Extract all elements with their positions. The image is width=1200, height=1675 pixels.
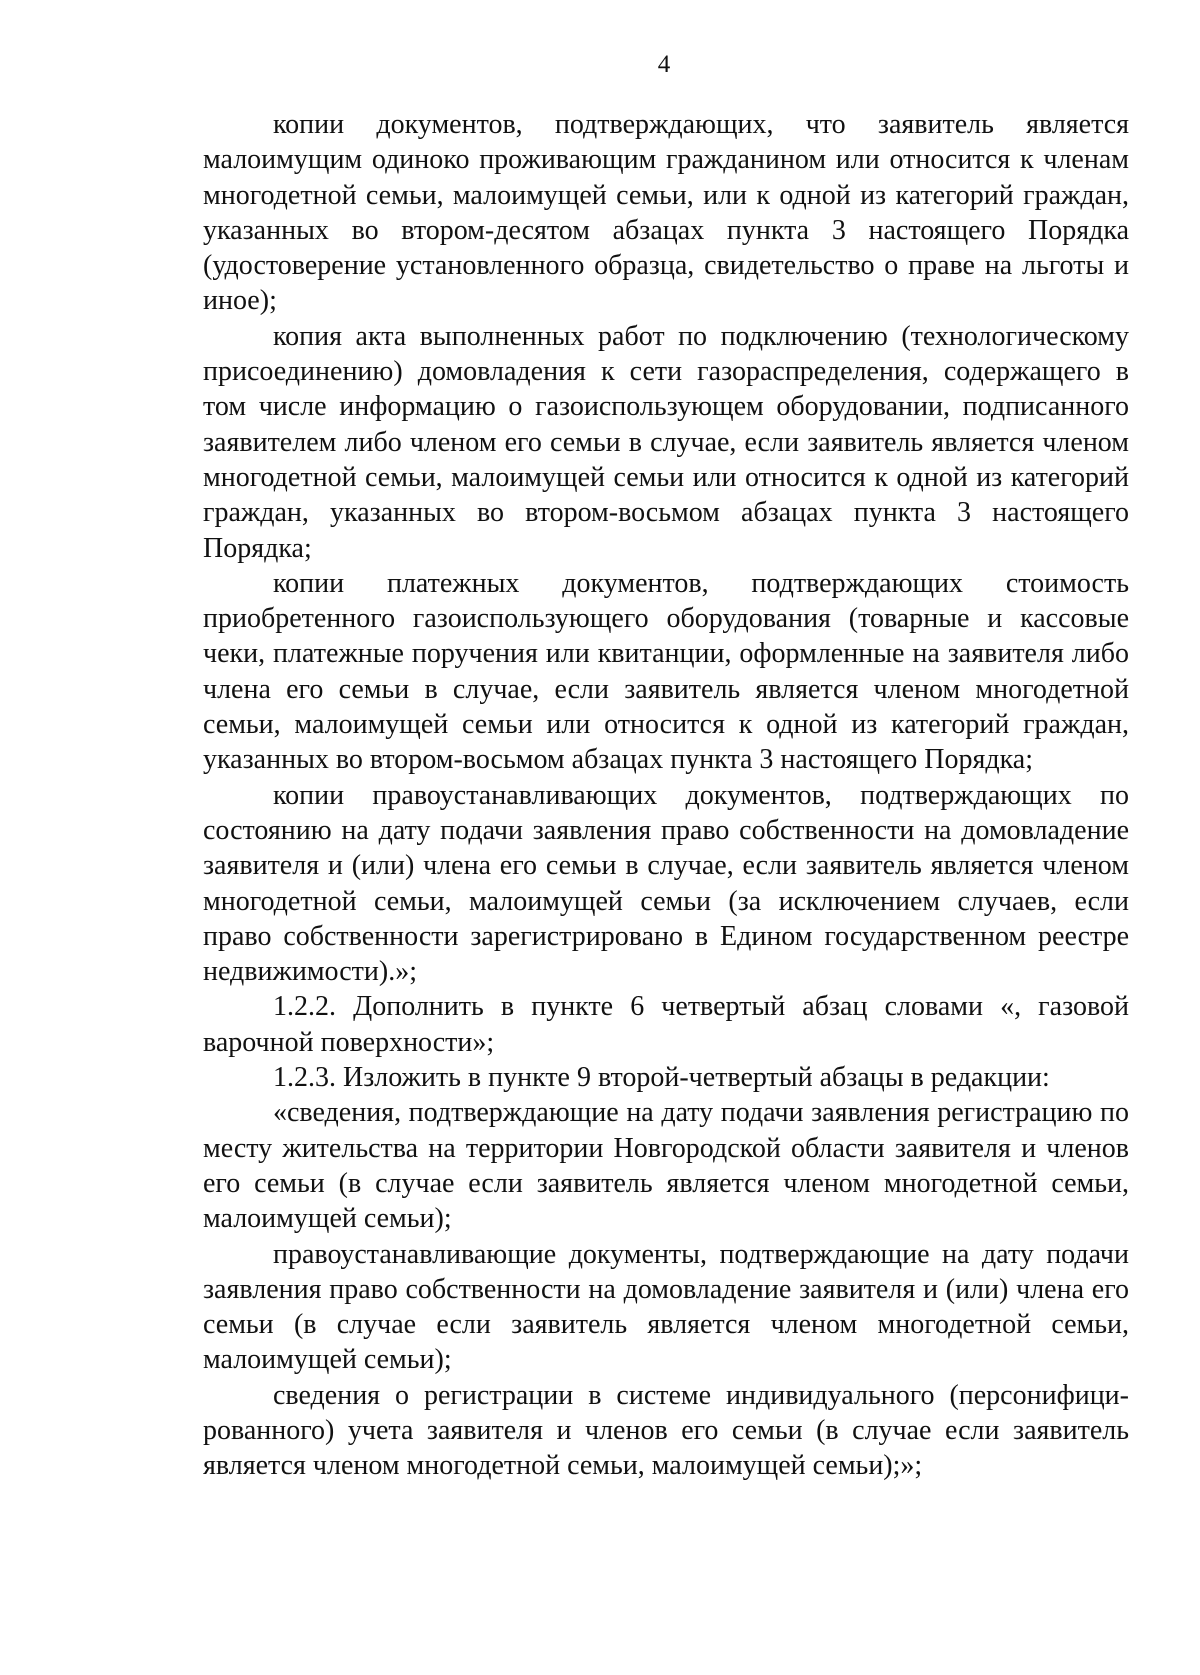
paragraph-act-of-works: копия акта выполненных работ по подключению (технологическому присоединению) домовладения к сети газораспределения, содержащего в том числе информацию о газоиспользующем оборудовании, подписанного заявителем либо членом его семьи в случае, если заявитель является членом многодетной семьи, малоимущей семьи или относится к одной из категорий граждан, указанных во втором-восьмом абзацах пункта 3 настоящего Порядка;	[203, 320, 1129, 564]
paragraph-clause-1-2-2: 1.2.2. Дополнить в пункте 6 четвертый абзац словами «, газовой варочной поверхности»;	[203, 991, 1129, 1058]
paragraph-copies-of-documents: копии документов, подтверждающих, что заявитель является малоимущим одиноко проживающим гражданином или относится к членам многодетной семьи, малоимущей семьи, или к одной из категорий граждан, указанных во втором-десятом абзацах пункта 3 настоящего Порядка (удостоверение установленного образца, свидетельство о праве на льготы и иное);	[203, 109, 1129, 317]
paragraph-title-documents: копии правоустанавливающих документов, подтверждающих по состоянию на дату подачи заявления право собственности на домовладение заявителя и (или) члена его семьи в случае, если заявитель является членом многодетной семьи, малоимущей семьи (за исключением случаев, если право собственности зарегистрировано в Едином государственном реестре недвижимости).»;	[203, 779, 1129, 988]
paragraph-payment-documents: копии платежных документов, подтверждающих стоимость приобретенного газоиспользующего оборудования (товарные и кассовые чеки, платежные поручения или квитанции, оформленные на заявителя либо члена его семьи в случае, если заявитель является членом многодетной семьи, малоимущей семьи или относится к одной из категорий граждан, указанных во втором-восьмом абзацах пункта 3 настоящего Порядка;	[203, 567, 1129, 776]
page-number: 4	[657, 51, 671, 78]
paragraph-registration-info: «сведения, подтверждающие на дату подачи заявления регистрацию по месту жительства на территории Новгородской области заявителя и членов его семьи (в случае если заявитель является членом многодетной семьи, малоимущей семьи);	[203, 1097, 1129, 1235]
paragraph-clause-1-2-3: 1.2.3. Изложить в пункте 9 второй-четвертый абзацы в редакции:	[273, 1062, 1050, 1094]
paragraph-ownership-documents: правоустанавливающие документы, подтверждающие на дату подачи заявления право собственности на домовладение заявителя и (или) члена его семьи (в случае если заявитель является членом многодетной семьи, малоимущей семьи);	[203, 1238, 1129, 1376]
paragraph-personified-accounting: сведения о регистрации в системе индивидуального (персонифици-рованного) учета заявителя и членов его семьи (в случае если заявитель является членом многодетной семьи, малоимущей семьи);»;	[203, 1379, 1129, 1482]
document-body	[203, 107, 1129, 1484]
